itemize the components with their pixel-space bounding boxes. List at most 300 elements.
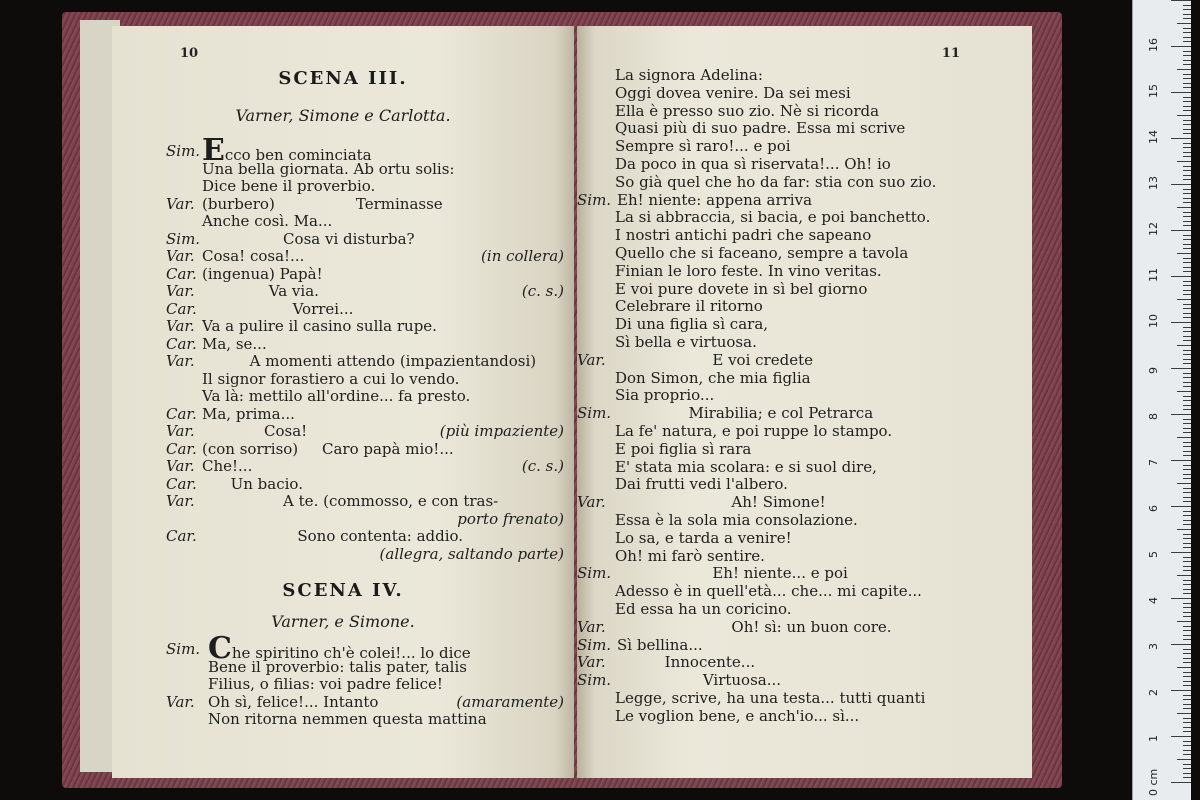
ruler-tick (1183, 101, 1191, 102)
line-body: Innocente... (617, 653, 756, 672)
ruler-tick (1183, 37, 1191, 38)
line-text (615, 244, 908, 262)
ruler-tick (1183, 538, 1191, 539)
speaker-label: Var. (577, 617, 606, 636)
ruler-tick (1183, 152, 1191, 153)
ruler-tick (1177, 345, 1191, 346)
line-body: Eh! niente: appena arriva (617, 190, 813, 209)
ruler-tick (1183, 653, 1191, 654)
speaker-label: Var. (166, 317, 195, 335)
ruler-tick (1183, 685, 1191, 686)
script-line (112, 422, 574, 440)
speaker-label: Sim. (577, 190, 612, 209)
script-line (112, 177, 574, 195)
script-line (577, 582, 1032, 600)
line-body: Una bella giornata. Ab ortu solis: (202, 159, 455, 178)
line-body: Un bacio. (202, 474, 303, 493)
speaker-label: Car. (166, 264, 197, 283)
ruler-tick (1183, 83, 1191, 84)
ruler-tick (1171, 276, 1191, 277)
ruler-tick (1183, 400, 1191, 401)
script-line (112, 230, 574, 248)
ruler-tick (1183, 87, 1191, 88)
ruler-tick (1177, 391, 1191, 392)
ruler-tick (1183, 681, 1191, 682)
script-line (112, 300, 574, 318)
ruler-tick (1183, 584, 1191, 585)
script-line (112, 527, 574, 545)
line-text (202, 457, 252, 475)
line-text (615, 511, 858, 529)
ruler-tick (1183, 612, 1191, 613)
line-text (615, 475, 788, 493)
ruler-tick (1183, 699, 1191, 700)
line-body: Cosa! cosa!... (202, 247, 305, 265)
ruler-tick (1183, 193, 1191, 194)
line-text (202, 212, 332, 230)
ruler-tick (1183, 731, 1191, 732)
ruler-tick (1183, 704, 1191, 705)
script-line (577, 422, 1032, 440)
ruler-tick (1183, 754, 1191, 755)
line-text (208, 675, 443, 693)
line-body: Oh! mi farò sentire. (615, 546, 765, 565)
script-line (577, 351, 1032, 369)
line-text (202, 230, 415, 248)
speaker-label: Car. (166, 527, 197, 545)
line-body: E voi pure dovete in sì bel giorno (615, 279, 868, 298)
ruler-tick (1171, 782, 1191, 783)
ruler-tick (1183, 570, 1191, 571)
ruler-tick (1183, 520, 1191, 521)
line-body: La fe' natura, e poi ruppe lo stampo. (615, 422, 893, 440)
line-text (202, 440, 454, 458)
ruler-tick (1183, 120, 1191, 121)
script-line (112, 195, 574, 213)
script-line (577, 493, 1032, 511)
ruler-tick (1183, 409, 1191, 410)
ruler-tick (1183, 175, 1191, 176)
line-text (617, 653, 755, 671)
line-text (202, 317, 437, 335)
ruler-tick (1183, 267, 1191, 268)
ruler-tick (1183, 773, 1191, 774)
speaker-label: Car. (166, 404, 197, 423)
script-line (577, 369, 1032, 387)
line-body: (ingenua) Papà! (202, 264, 323, 283)
ruler-tick (1183, 589, 1191, 590)
ruler-tick (1183, 5, 1191, 6)
line-body: Di una figlia sì cara, (615, 315, 769, 334)
ruler-tick (1183, 216, 1191, 217)
speaker-label: Sim. (577, 671, 612, 690)
ruler-tick (1177, 759, 1191, 760)
line-body: E' stata mia scolara: e si suol dire, (615, 457, 877, 476)
ruler-tick (1183, 708, 1191, 709)
line-body: Da poco in qua sì riservata!... Oh! io (615, 155, 891, 173)
speaker-label: Var. (577, 493, 606, 512)
line-text (617, 671, 781, 689)
line-text (615, 458, 877, 476)
script-line (577, 547, 1032, 565)
script-line (577, 280, 1032, 298)
line-body: A momenti attendo (impazientandosi) (202, 352, 537, 370)
ruler-tick (1183, 129, 1191, 130)
line-body: Cosa vi disturba? (202, 229, 415, 248)
ruler-tick (1183, 235, 1191, 236)
line-text (202, 335, 267, 353)
ruler-tick (1183, 428, 1191, 429)
ruler-tick (1183, 110, 1191, 111)
line-text (202, 282, 319, 300)
script-line (112, 631, 574, 666)
script-line (112, 710, 574, 728)
ruler-tick (1183, 741, 1191, 742)
ruler-tick (1183, 202, 1191, 203)
ruler-tick (1183, 566, 1191, 567)
ruler-tick (1183, 294, 1191, 295)
ruler-tick (1183, 382, 1191, 383)
line-text (615, 582, 922, 600)
line-body: Ella è presso suo zio. Nè si ricorda (615, 101, 880, 120)
page-number: 10 (180, 46, 199, 61)
ruler-tick (1183, 106, 1191, 107)
stage-direction: (allegra, saltando parte) (379, 544, 564, 563)
ruler-tick (1171, 230, 1191, 231)
script-line (577, 707, 1032, 725)
ruler-tick (1183, 722, 1191, 723)
left-page (112, 26, 574, 778)
ruler-tick (1183, 359, 1191, 360)
line-body: Non ritorna nemmen questa mattina (208, 710, 487, 728)
ruler-tick (1183, 32, 1191, 33)
scene-cast-2: Varner, e Simone. (271, 612, 415, 631)
script-line (112, 265, 574, 283)
script-line (577, 475, 1032, 493)
ruler-tick (1183, 672, 1191, 673)
speaker-label: Var. (166, 422, 195, 440)
line-body: Don Simon, che mia figlia (615, 368, 811, 387)
line-text (208, 693, 378, 711)
ruler-tick (1183, 695, 1191, 696)
line-text (202, 352, 536, 370)
script-line (112, 160, 574, 178)
script-line (112, 335, 574, 353)
line-body: Oh sì, felice!... Intanto (208, 692, 379, 711)
ruler-tick (1171, 138, 1191, 139)
line-text (615, 386, 714, 404)
ruler-tick (1183, 262, 1191, 263)
script-line (577, 386, 1032, 404)
ruler-tick (1183, 373, 1191, 374)
ruler-number: 15 (1147, 84, 1160, 98)
script-line (112, 693, 574, 711)
script-line (577, 689, 1032, 707)
script-line (577, 333, 1032, 351)
speaker-label: Var. (166, 492, 195, 510)
script-line (577, 315, 1032, 333)
script-line (577, 66, 1032, 84)
ruler-tick (1183, 515, 1191, 516)
ruler-number: 5 (1147, 551, 1160, 558)
ruler-tick (1183, 221, 1191, 222)
script-line (577, 653, 1032, 671)
ruler-tick (1171, 598, 1191, 599)
ruler-tick (1183, 405, 1191, 406)
speaker-label: Var. (166, 692, 195, 711)
line-text (202, 195, 443, 213)
ruler-tick (1183, 455, 1191, 456)
speaker-label: Var. (166, 194, 195, 213)
line-body: (burbero) Terminasse (202, 194, 443, 213)
script-line (577, 137, 1032, 155)
line-body: Adesso è in quell'età... che... mi capite... (615, 582, 922, 601)
ruler-tick (1171, 736, 1191, 737)
ruler-tick (1183, 97, 1191, 98)
speaker-label: Var. (166, 247, 195, 265)
line-text (615, 333, 757, 351)
ruler-number: 13 (1147, 176, 1160, 190)
script-line (577, 119, 1032, 137)
script-line (577, 600, 1032, 618)
script-line (577, 529, 1032, 547)
script-line (112, 492, 574, 510)
ruler-tick (1183, 649, 1191, 650)
ruler-unit-label: 0 cm (1147, 768, 1160, 796)
ruler-tick (1183, 386, 1191, 387)
ruler-tick (1183, 607, 1191, 608)
ruler-tick (1183, 78, 1191, 79)
ruler-tick (1183, 635, 1191, 636)
line-body: E voi credete (617, 350, 813, 369)
ruler-tick (1183, 511, 1191, 512)
script-line (112, 317, 574, 335)
line-body: Sì bella e virtuosa. (615, 333, 757, 351)
ruler-tick (1183, 198, 1191, 199)
measurement-ruler (1132, 0, 1191, 800)
ruler-tick (1171, 690, 1191, 691)
ruler-number: 12 (1147, 222, 1160, 236)
ruler-tick (1183, 239, 1191, 240)
script-line (577, 102, 1032, 120)
speaker-label: Var. (166, 352, 195, 370)
ruler-tick (1183, 133, 1191, 134)
ruler-tick (1183, 557, 1191, 558)
ruler-tick (1171, 552, 1191, 553)
ruler-tick (1183, 147, 1191, 148)
ruler-number: 9 (1147, 367, 1160, 374)
line-body: Va a pulire il casino sulla rupe. (202, 317, 437, 335)
script-line (112, 282, 574, 300)
line-body: Sia proprio... (615, 386, 715, 405)
line-text (202, 300, 353, 318)
script-line (577, 155, 1032, 173)
ruler-tick (1171, 368, 1191, 369)
line-text (202, 370, 459, 388)
line-body: La signora Adelina: (615, 66, 763, 84)
ruler-tick (1171, 0, 1191, 1)
ruler-number: 6 (1147, 505, 1160, 512)
line-text (617, 564, 848, 582)
ruler-tick (1183, 60, 1191, 61)
line-text (615, 119, 905, 137)
speaker-label: Var. (166, 457, 195, 475)
line-text (615, 137, 791, 155)
script-line (112, 352, 574, 370)
ruler-tick (1183, 469, 1191, 470)
ruler-tick (1171, 644, 1191, 645)
ruler-tick (1183, 41, 1191, 42)
stage-direction: (più impaziente) (439, 422, 564, 440)
ruler-tick (1183, 768, 1191, 769)
line-body: Che!... (202, 457, 253, 475)
ruler-tick (1177, 115, 1191, 116)
line-text (202, 265, 323, 283)
line-text (202, 247, 304, 265)
script-line (112, 405, 574, 423)
ruler-tick (1171, 506, 1191, 507)
ruler-tick (1177, 529, 1191, 530)
line-text (615, 315, 768, 333)
script-line (112, 133, 574, 168)
ruler-tick (1183, 28, 1191, 29)
script-line (112, 475, 574, 493)
ruler-tick (1183, 189, 1191, 190)
ruler-tick (1183, 9, 1191, 10)
ruler-tick (1183, 327, 1191, 328)
line-body: E poi figlia sì rara (615, 439, 752, 458)
ruler-tick (1183, 156, 1191, 157)
ruler-tick (1177, 667, 1191, 668)
ruler-tick (1183, 543, 1191, 544)
ruler-tick (1183, 350, 1191, 351)
line-body: Il signor forastiero a cui lo vendo. (202, 369, 460, 388)
line-body: Ah! Simone! (617, 493, 826, 512)
ruler-tick (1183, 580, 1191, 581)
line-text (617, 493, 826, 511)
ruler-tick (1183, 442, 1191, 443)
script-line (577, 636, 1032, 654)
scene-cast: Varner, Simone e Carlotta. (235, 106, 451, 125)
ruler-tick (1171, 414, 1191, 415)
stage-direction: (in collera) (481, 247, 564, 265)
line-text (615, 280, 867, 298)
line-body: Essa è la sola mia consolazione. (615, 511, 858, 529)
ruler-tick (1183, 662, 1191, 663)
ruler-tick (1183, 124, 1191, 125)
ruler-tick (1183, 750, 1191, 751)
ruler-tick (1183, 377, 1191, 378)
speaker-label: Sim. (577, 564, 612, 583)
line-body: La si abbraccia, si bacia, e poi banchetto. (615, 208, 931, 227)
drop-cap: C (208, 631, 232, 666)
script-line (112, 675, 574, 693)
line-body: (con sorriso) Caro papà mio!... (202, 439, 454, 458)
speaker-label: Sim. (166, 142, 201, 160)
line-body: cco ben cominciata (224, 146, 372, 164)
ruler-number: 1 (1147, 735, 1160, 742)
ruler-tick (1183, 14, 1191, 15)
line-text (615, 155, 891, 173)
ruler-tick (1183, 616, 1191, 617)
line-text (615, 102, 879, 120)
line-text (202, 475, 303, 493)
ruler-tick (1183, 64, 1191, 65)
ruler-number: 7 (1147, 459, 1160, 466)
ruler-tick (1177, 207, 1191, 208)
ruler-tick (1177, 437, 1191, 438)
ruler-tick (1183, 446, 1191, 447)
ruler-tick (1183, 626, 1191, 627)
script-line (577, 84, 1032, 102)
script-line (577, 511, 1032, 529)
script-line (112, 212, 574, 230)
line-text (615, 369, 811, 387)
line-text (615, 600, 792, 618)
line-text (202, 422, 307, 440)
line-text (615, 226, 871, 244)
ruler-tick (1183, 488, 1191, 489)
ruler-tick (1183, 501, 1191, 502)
ruler-tick (1177, 483, 1191, 484)
ruler-tick (1177, 23, 1191, 24)
ruler-tick (1177, 69, 1191, 70)
ruler-tick (1183, 308, 1191, 309)
script-line (577, 297, 1032, 315)
right-page (577, 26, 1032, 778)
ruler-tick (1183, 143, 1191, 144)
ruler-tick (1183, 304, 1191, 305)
ruler-tick (1183, 258, 1191, 259)
ruler-tick (1183, 639, 1191, 640)
ruler-number: 3 (1147, 643, 1160, 650)
line-body: Finian le loro feste. In vino veritas. (615, 261, 882, 280)
line-body: Oh! sì: un buon core. (617, 617, 892, 636)
ruler-tick (1183, 630, 1191, 631)
line-body: A te. (commosso, e con tras- (202, 492, 499, 510)
stage-direction: (c. s.) (521, 282, 564, 300)
ruler-tick (1177, 299, 1191, 300)
script-line (577, 440, 1032, 458)
line-text (615, 66, 763, 84)
ruler-tick (1177, 161, 1191, 162)
ruler-tick (1183, 55, 1191, 56)
speaker-label: Var. (577, 653, 606, 672)
ruler-tick (1183, 451, 1191, 452)
line-body: Quasi più di suo padre. Essa mi scrive (615, 119, 906, 138)
speaker-label: Sim. (166, 229, 201, 248)
ruler-number: 16 (1147, 38, 1160, 52)
line-body: Lo sa, e tarda a venire! (615, 528, 792, 547)
line-text (617, 351, 813, 369)
line-body: Ed essa ha un coricino. (615, 600, 792, 618)
line-text (615, 440, 751, 458)
line-text (202, 527, 463, 545)
page-number: 11 (941, 46, 960, 61)
speaker-label: Sim. (577, 635, 612, 654)
speaker-label: Var. (577, 350, 606, 369)
speaker-label: Car. (166, 299, 197, 318)
speaker-label: Var. (166, 282, 195, 300)
ruler-tick (1183, 166, 1191, 167)
line-body: Ma, prima... (202, 404, 295, 423)
ruler-tick (1183, 465, 1191, 466)
script-line (112, 457, 574, 475)
line-text (615, 84, 851, 102)
ruler-tick (1183, 432, 1191, 433)
line-text (615, 707, 859, 725)
script-line (112, 658, 574, 676)
